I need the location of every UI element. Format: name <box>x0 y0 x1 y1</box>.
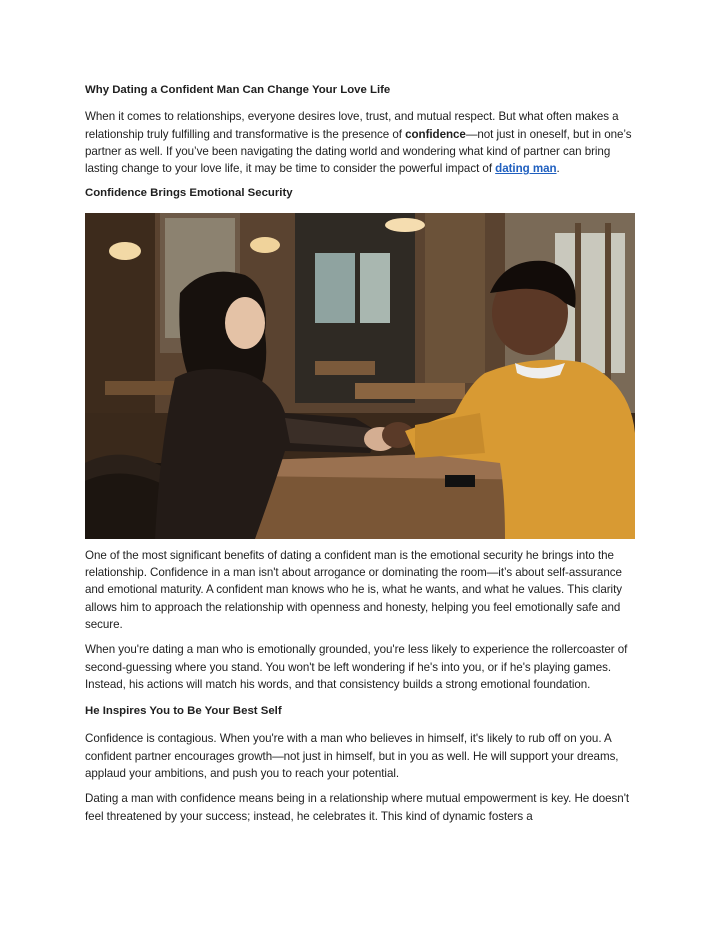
dating-man-link[interactable]: dating man <box>495 162 557 176</box>
section2-paragraph-2: Dating a man with confidence means being in a relationship where mutual empowerment is key. He doesn't feel threatened by your success; instead, he celebrates it. This kind of dynamic fosters a <box>85 792 630 823</box>
section-heading-best-self: He Inspires You to Be Your Best Self <box>85 705 282 718</box>
intro-bold-word: confidence <box>405 127 466 141</box>
section1-paragraph-2: When you're dating a man who is emotionally grounded, you're less likely to experience the rollercoaster of second-guessing where you stand. You won't be left wondering if he's into you, or if he's playing games. Instead, his actions will match his words, and that consistency builds a strong emotional foundation. <box>85 643 628 691</box>
intro-text-end: . <box>556 162 560 176</box>
intro-text-start: When it comes to relationships, everyone desires love, trust, and mutual respect. But what often makes a relationship truly fulfilling and transformative is the presence of <box>85 110 619 141</box>
section1-paragraph-1: One of the most significant benefits of dating a confident man is the emotional security he brings into the relationship. Confidence in a man isn't about arrogance or dominating the room—it’s about self-assurance and emotional maturity. A confident man knows who he is, what he wants, and what he values. This clarity allows him to approach the relationship with openness and honesty, helping you feel emotionally safe and secure. <box>85 548 622 631</box>
section2-paragraph-1: Confidence is contagious. When you're with a man who believes in himself, it's likely to rub off on you. A confident partner encourages growth—not just in himself, but in you as well. He will support your dreams, applaud your ambitions, and push you to reach your potential. <box>85 732 619 781</box>
article-title: Why Dating a Confident Man Can Change Your Love Life <box>85 84 391 96</box>
intro-text-middle: —not just in oneself, but in one’s partner as well. If you’ve been navigating the dating world and wondering what kind of partner can bring lasting change to your love life, it may be time to consider the powerful impact of <box>85 127 632 176</box>
section-heading-emotional-security: Confidence Brings Emotional Security <box>85 187 293 200</box>
handshake-photo <box>85 213 635 539</box>
article <box>85 82 637 833</box>
intro-paragraph <box>85 108 637 177</box>
